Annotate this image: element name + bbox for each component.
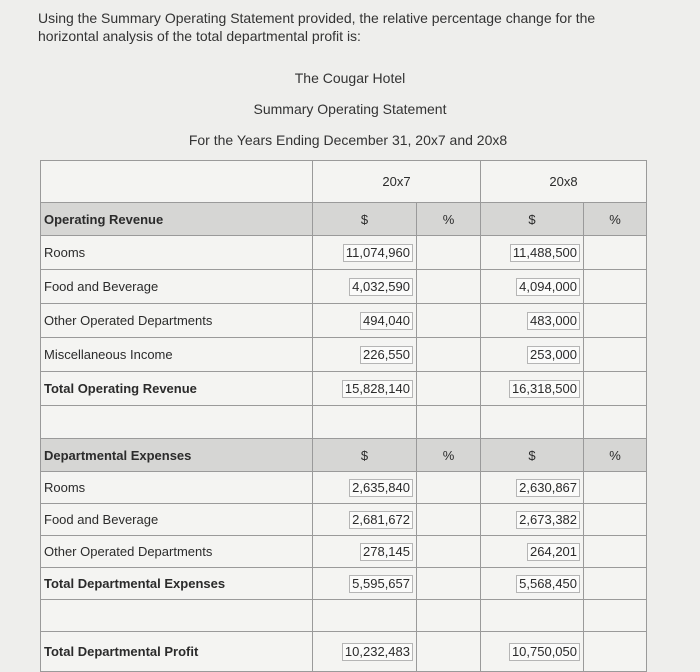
percent-input-20x8[interactable]: [584, 270, 647, 304]
row-label: Total Operating Revenue: [41, 372, 313, 406]
value-20x7: 10,232,483: [342, 643, 413, 661]
percent-input-20x7[interactable]: [417, 236, 481, 270]
value-20x8: 5,568,450: [516, 575, 580, 593]
percent-input-20x8[interactable]: [584, 632, 647, 672]
total-operating-revenue-row: [41, 372, 647, 406]
value-20x7: 2,635,840: [349, 479, 413, 497]
percent-input-20x7[interactable]: [417, 536, 481, 568]
percent-input-20x8[interactable]: [584, 568, 647, 600]
table-row: [41, 536, 647, 568]
departmental-expenses-label: Departmental Expenses: [41, 439, 313, 472]
row-label: Other Operated Departments: [41, 536, 313, 568]
percent-input-20x7[interactable]: [417, 270, 481, 304]
operating-revenue-header-row: [41, 203, 647, 236]
value-20x7: 11,074,960: [343, 244, 413, 262]
value-20x7: 494,040: [360, 312, 413, 330]
percent-input-20x8[interactable]: [584, 372, 647, 406]
percent-input-20x7[interactable]: [417, 568, 481, 600]
percent-input-20x8[interactable]: [584, 472, 647, 504]
table-row: [41, 270, 647, 304]
dollar-20x8: $: [481, 203, 584, 236]
table-row: [41, 338, 647, 372]
percent-input-20x8[interactable]: [584, 504, 647, 536]
row-label: Miscellaneous Income: [41, 338, 313, 372]
percent-input-20x8[interactable]: [584, 338, 647, 372]
table-row: [41, 472, 647, 504]
value-20x8: 2,673,382: [516, 511, 580, 529]
value-20x8: 10,750,050: [509, 643, 580, 661]
statement-period: For the Years Ending December 31, 20x7 and 20x8: [188, 132, 508, 148]
value-20x7: 15,828,140: [342, 380, 413, 398]
percent-input-20x8[interactable]: [584, 236, 647, 270]
year-20x8-header: 20x8: [481, 161, 647, 203]
statement-title: Summary Operating Statement: [253, 101, 447, 117]
dollar-20x7: $: [313, 203, 417, 236]
row-label: Total Departmental Expenses: [41, 568, 313, 600]
year-header-row: [41, 161, 647, 203]
value-20x8: 483,000: [527, 312, 580, 330]
spacer-row: [41, 600, 647, 632]
dollar-20x7: $: [313, 439, 417, 472]
row-label: Total Departmental Profit: [41, 632, 313, 672]
value-20x8: 253,000: [527, 346, 580, 364]
percent-20x7: %: [417, 203, 481, 236]
row-label: Other Operated Departments: [41, 304, 313, 338]
percent-input-20x7[interactable]: [417, 632, 481, 672]
value-20x8: 2,630,867: [516, 479, 580, 497]
row-label: Food and Beverage: [41, 504, 313, 536]
total-departmental-expenses-row: [41, 568, 647, 600]
percent-input-20x7[interactable]: [417, 338, 481, 372]
percent-input-20x7[interactable]: [417, 472, 481, 504]
percent-input-20x8[interactable]: [584, 304, 647, 338]
percent-20x7: %: [417, 439, 481, 472]
departmental-expenses-header-row: [41, 439, 647, 472]
question-text: Using the Summary Operating Statement provided, the relative percentage change for the horizontal analysis of the total departmental profit is:: [38, 10, 596, 44]
operating-statement-table: [40, 160, 647, 672]
dollar-20x8: $: [481, 439, 584, 472]
percent-20x8: %: [584, 203, 647, 236]
row-label: Food and Beverage: [41, 270, 313, 304]
value-20x7: 2,681,672: [349, 511, 413, 529]
value-20x8: 16,318,500: [509, 380, 580, 398]
spacer-row: [41, 406, 647, 439]
table-row: [41, 236, 647, 270]
table-row: [41, 304, 647, 338]
value-20x7: 5,595,657: [349, 575, 413, 593]
value-20x7: 4,032,590: [349, 278, 413, 296]
row-label: Rooms: [41, 472, 313, 504]
percent-input-20x7[interactable]: [417, 304, 481, 338]
percent-20x8: %: [584, 439, 647, 472]
table-row: [41, 504, 647, 536]
value-20x8: 264,201: [527, 543, 580, 561]
row-label: Rooms: [41, 236, 313, 270]
value-20x8: 4,094,000: [516, 278, 580, 296]
value-20x7: 278,145: [360, 543, 413, 561]
operating-revenue-label: Operating Revenue: [41, 203, 313, 236]
total-departmental-profit-row: [41, 632, 647, 672]
percent-input-20x8[interactable]: [584, 536, 647, 568]
percent-input-20x7[interactable]: [417, 504, 481, 536]
hotel-name: The Cougar Hotel: [294, 70, 406, 86]
year-20x7-header: 20x7: [313, 161, 481, 203]
value-20x7: 226,550: [360, 346, 413, 364]
percent-input-20x7[interactable]: [417, 372, 481, 406]
value-20x8: 11,488,500: [510, 244, 580, 262]
